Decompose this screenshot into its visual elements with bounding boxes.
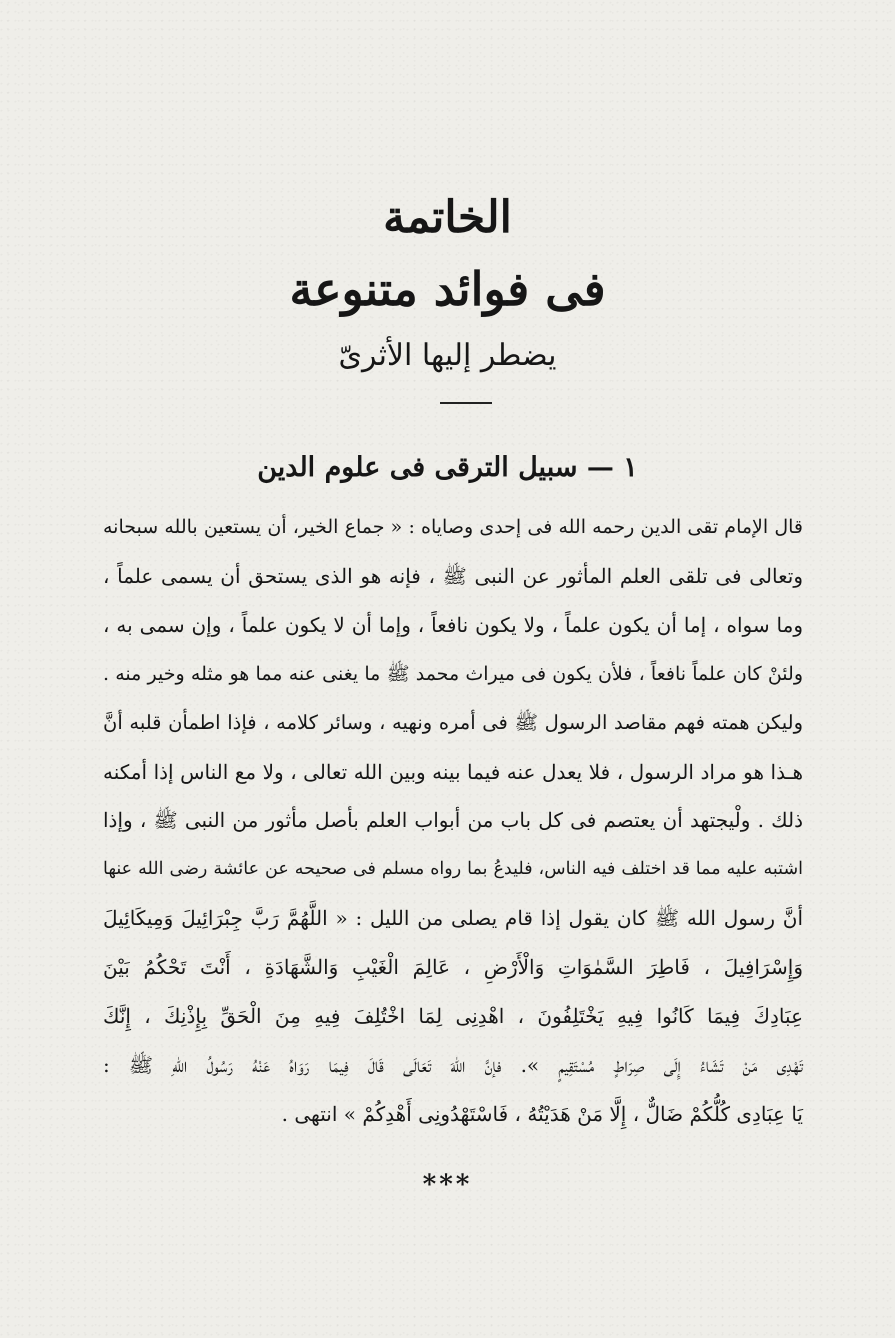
chapter-heading	[0, 182, 895, 388]
text-line: قال الإمام تقى الدين رحمه الله فى إحدى وصاياه : « جماع الخير، أن يستعين بالله سبحانه	[103, 516, 803, 538]
text-line: وليكن همته فهم مقاصد الرسول ﷺ فى أمره ونهيه ، وسائر كلامه ، فإذا اطمأن قلبه أنَّ	[103, 710, 803, 734]
text-line: يَا عِبَادِى كُلُّكُمْ ضَالٌّ ، إِلَّا مَنْ هَدَيْتُهُ ، فَاسْتَهْدُونِى أَهْدِكُمْ » انتهى .	[281, 1101, 803, 1126]
text-line: اشتبه عليه مما قد اختلف فيه الناس، فليدعُ بما رواه مسلم فى صحيحه عن عائشة رضى الله عنها	[103, 859, 803, 880]
text-line: هـذا هو مراد الرسول ، فلا يعدل عنه فيما بينه وبين الله تعالى ، ولا مع الناس إذا أمكنه	[103, 759, 803, 784]
heading-divider	[440, 402, 492, 404]
chapter-caption: يضطر إليها الأثرىّ	[338, 338, 557, 373]
text-line: وتعالى فى تلقى العلم المأثور عن النبى ﷺ ، فإنه هو الذى يستحق أن يسمى علماً ،	[103, 563, 803, 588]
body-text	[103, 503, 803, 1139]
section-separator: ***	[422, 1170, 473, 1200]
text-line: أنَّ رسول الله ﷺ كان يقول إذا قام يصلى من الليل : « اللَّهُمَّ رَبَّ جِبْرَائِيلَ وَمِيكَائِيلَ	[103, 906, 803, 931]
chapter-title: الخاتمة	[383, 192, 512, 243]
text-line: ولئنْ كان علماً نافعاً ، فلأن يكون فى ميراث محمد ﷺ ما يغنى عنه مما هو مثله وخير منه .	[103, 662, 803, 685]
text-line: ذلك . ولْيجتهد أن يعتصم فى كل باب من أبواب العلم بأصل مأثور من النبى ﷺ ، وإذا	[103, 808, 803, 833]
text-line: وَإِسْرَافِيلَ ، فَاطِرَ السَّمٰوَاتِ وَالْأَرْضِ ، عَالِمَ الْغَيْبِ وَالشَّهَادَةِ ، أَنْتَ تَحْكُمُ بَيْنَ	[103, 955, 803, 980]
text-line: وما سواه ، إما أن يكون علماً ، ولا يكون نافعاً ، وإما أن لا يكون علماً ، وإن سمى به ،	[103, 612, 803, 637]
text-line: عِبَادِكَ فِيمَا كَانُوا فِيهِ يَخْتَلِفُونَ ، اهْدِنِى لِمَا اخْتُلِفَ فِيهِ مِنَ الْحَقِّ بِإِذْنِكَ ، إِنَّكَ	[103, 1004, 803, 1029]
chapter-subtitle: فى فوائد متنوعة	[289, 262, 606, 316]
text-line: تَهْدِى مَنْ تَشَاءُ إِلَى صِرَاطٍ مُسْتَقِيمٍ ». فإنَّ اللهَ تَعَالَى قَالَ فِيمَا رَوَاهُ عَنْهُ رَسُولُ اللهِ ﷺ :	[103, 1052, 803, 1077]
section-title: ١ — سبيل الترقى فى علوم الدين	[257, 452, 638, 483]
